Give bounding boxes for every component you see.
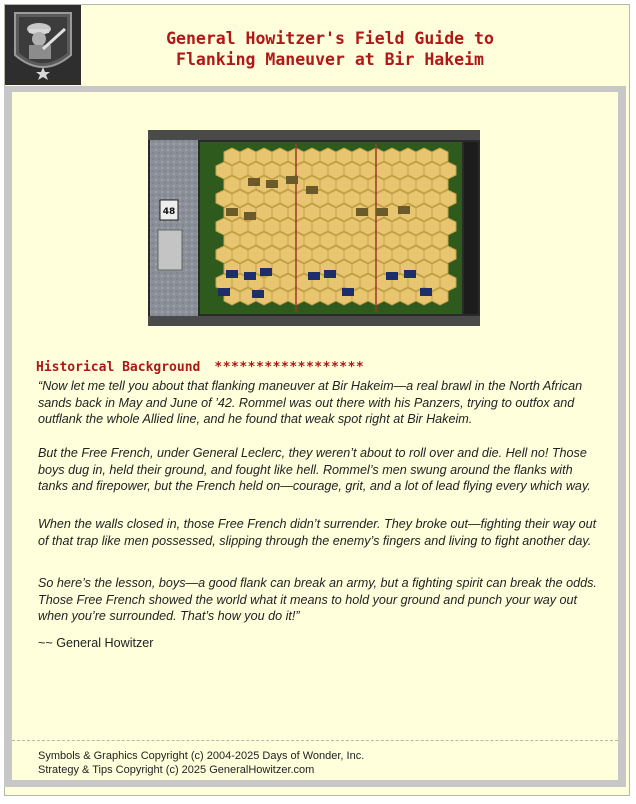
paragraph-4: So here’s the lesson, boys—a good flank can break an army, but a fighting spirit can break the odds. Those Free French showed the world what it means to hold your ground and punch your way out when you’re surrounded. That’s how you do it!” — [38, 576, 597, 623]
paragraph-2: But the Free French, under General Leclerc, they weren’t about to roll over and die. Hell no! Those boys dug in, held their ground, and fought like hell. Rommel’s men swung around the flanks with tanks and firepower, but the French held on—courage, grit, and a lot of lead flying every which way. — [38, 446, 591, 493]
footer-divider — [12, 740, 618, 741]
frame-right — [618, 88, 626, 786]
paragraph-1: “Now let me tell you about that flanking maneuver at Bir Hakeim—a real brawl in the North African sands back in May and June of ’42. Rommel was out there with his Panzers, trying to outfox and outflank the whole Allied line, and he found that weak spot right at Bir Hakeim. — [38, 379, 583, 426]
footer-line-2: Strategy & Tips Copyright (c) 2025 GeneralHowitzer.com — [38, 764, 315, 776]
general-howitzer-logo — [5, 5, 81, 85]
frame-left — [4, 88, 12, 786]
game-board-screenshot — [148, 130, 480, 326]
footer — [38, 749, 364, 777]
signature: ~~ General Howitzer — [38, 636, 154, 650]
frame-bottom — [4, 780, 626, 787]
page-title — [90, 28, 570, 70]
heading-stars: ****************** — [214, 360, 365, 375]
turn-counter: 48 — [162, 207, 176, 217]
heading-text: Historical Background — [36, 360, 201, 375]
title-line-1: General Howitzer's Field Guide to — [166, 29, 494, 48]
hex-grid — [216, 144, 456, 312]
title-line-2: Flanking Maneuver at Bir Hakeim — [176, 50, 484, 69]
footer-line-1: Symbols & Graphics Copyright (c) 2004-2025 Days of Wonder, Inc. — [38, 750, 365, 762]
historical-background-heading — [36, 360, 364, 375]
paragraph-3: When the walls closed in, those Free French didn’t surrender. They broke out—fighting their way out of that trap like men possessed, slipping through the enemy’s fingers and living to fight another day. — [38, 517, 597, 548]
frame-top — [4, 86, 626, 92]
